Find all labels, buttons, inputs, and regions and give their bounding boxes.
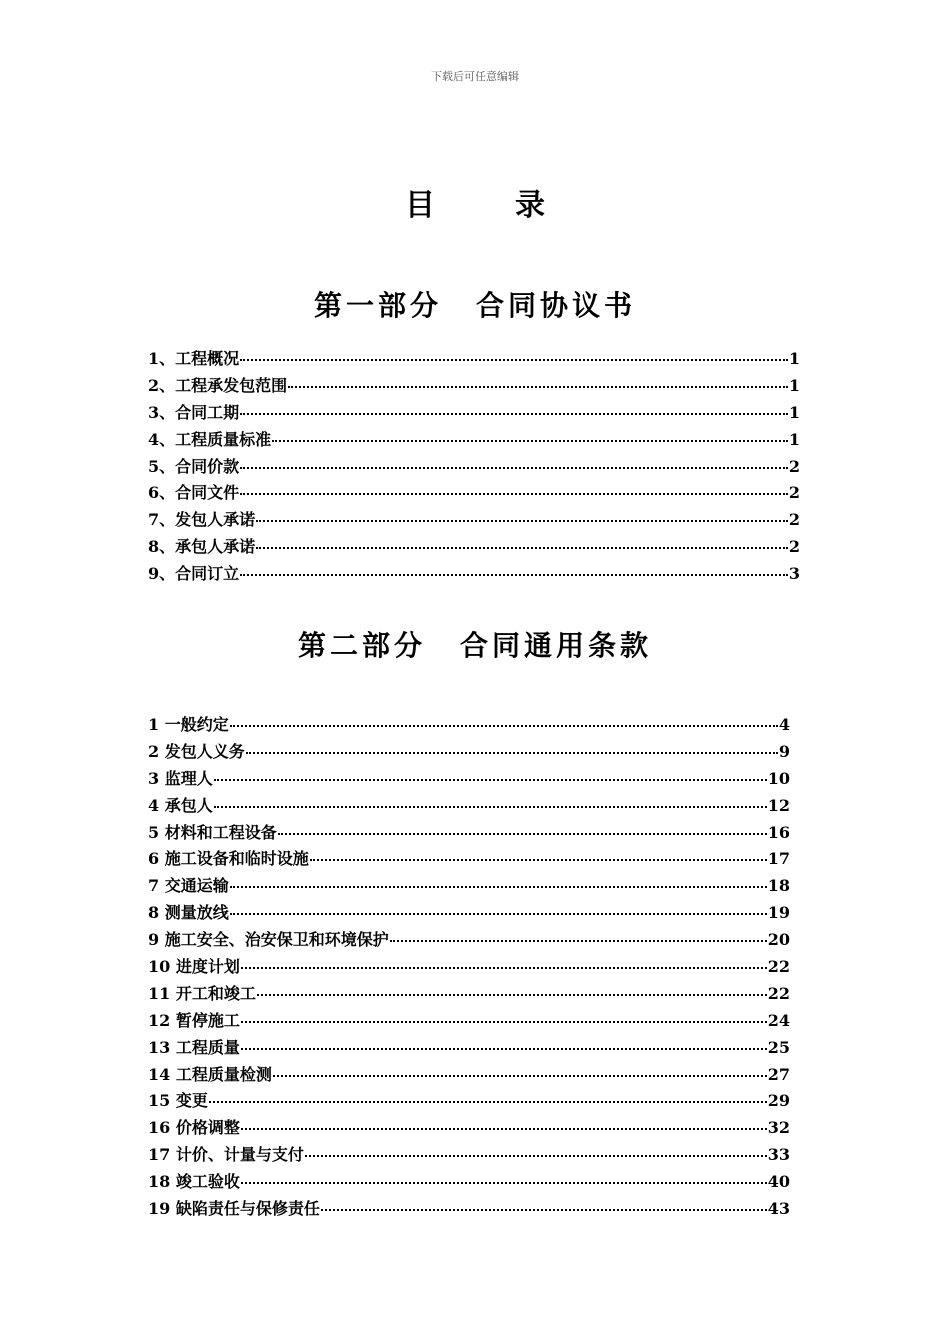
toc-entry-page: 10 <box>767 768 790 788</box>
toc-entry[interactable] <box>148 766 790 793</box>
part2-title-left: 第二部分 <box>297 629 426 662</box>
page-header: 下载后可任意编辑 <box>431 70 519 83</box>
toc-entry[interactable] <box>148 427 800 454</box>
toc-leader-dots <box>214 806 767 808</box>
toc-leader-dots <box>241 1021 767 1023</box>
toc-entry-page: 4 <box>778 715 790 734</box>
toc-entry-label: 16 价格调整 <box>148 1118 240 1138</box>
toc-entry-label: 13 工程质量 <box>148 1037 240 1057</box>
toc-entry-label: 1 一般约定 <box>148 715 229 734</box>
toc-entry[interactable] <box>148 1196 790 1223</box>
toc-entry-label: 17 计价、计量与支付 <box>148 1145 304 1165</box>
toc-entry[interactable] <box>148 954 790 981</box>
toc-entry-label: 7、发包人承诺 <box>148 510 256 530</box>
toc-entry-page: 43 <box>767 1199 790 1219</box>
toc-leader-dots <box>214 779 767 781</box>
toc-entry-label: 4、工程质量标准 <box>148 429 272 449</box>
toc-entry-label: 12 暂停施工 <box>148 1010 240 1030</box>
toc-entry-label: 6、合同文件 <box>148 483 240 503</box>
toc-entry-label: 6 施工设备和临时设施 <box>148 849 309 869</box>
part2-title-right: 合同通用条款 <box>460 629 653 662</box>
part2-toc-list <box>148 712 790 1223</box>
toc-entry[interactable] <box>148 1115 790 1142</box>
toc-entry[interactable] <box>148 846 790 873</box>
toc-entry-page: 1 <box>788 349 800 368</box>
toc-entry-label: 5、合同价款 <box>148 456 240 476</box>
toc-leader-dots <box>241 967 767 969</box>
toc-entry-page: 12 <box>767 795 790 815</box>
toc-entry-page: 40 <box>767 1172 790 1192</box>
toc-entry-page: 19 <box>767 903 790 923</box>
toc-leader-dots <box>240 574 788 576</box>
toc-entry[interactable] <box>148 534 800 561</box>
toc-entry-label: 4 承包人 <box>148 795 213 815</box>
toc-entry[interactable] <box>148 1169 790 1196</box>
toc-entry-label: 3 监理人 <box>148 768 213 788</box>
part1-toc-list <box>148 346 800 588</box>
toc-entry-label: 9、合同订立 <box>148 564 240 584</box>
toc-entry-page: 9 <box>778 741 790 761</box>
toc-leader-dots <box>240 467 788 469</box>
toc-leader-dots <box>209 1101 767 1103</box>
toc-entry-label: 11 开工和竣工 <box>148 983 256 1003</box>
toc-entry[interactable] <box>148 793 790 820</box>
toc-entry-page: 25 <box>767 1037 790 1057</box>
toc-entry[interactable] <box>148 981 790 1008</box>
toc-entry-label: 8 测量放线 <box>148 903 229 923</box>
toc-entry[interactable] <box>148 1008 790 1035</box>
toc-entry-label: 8、承包人承诺 <box>148 537 256 557</box>
toc-entry-label: 5 材料和工程设备 <box>148 822 277 842</box>
toc-entry-label: 14 工程质量检测 <box>148 1064 272 1084</box>
toc-entry-page: 32 <box>767 1118 790 1138</box>
toc-entry-label: 10 进度计划 <box>148 957 240 977</box>
toc-entry-page: 2 <box>788 483 800 503</box>
toc-leader-dots <box>257 994 767 996</box>
toc-entry[interactable] <box>148 1062 790 1089</box>
toc-entry-label: 2 发包人义务 <box>148 741 245 761</box>
toc-entry-page: 2 <box>788 456 800 476</box>
toc-entry-label: 3、合同工期 <box>148 402 240 422</box>
toc-entry-label: 19 缺陷责任与保修责任 <box>148 1199 320 1219</box>
toc-entry[interactable] <box>148 400 800 427</box>
toc-leader-dots <box>240 493 788 495</box>
toc-entry-page: 22 <box>767 957 790 977</box>
toc-entry[interactable] <box>148 346 800 373</box>
toc-leader-dots <box>230 725 778 727</box>
toc-leader-dots <box>241 1048 767 1050</box>
toc-entry[interactable] <box>148 739 790 766</box>
toc-entry[interactable] <box>148 507 800 534</box>
toc-entry[interactable] <box>148 820 790 847</box>
toc-entry-label: 2、工程承发包范围 <box>148 375 288 395</box>
toc-title <box>0 180 950 224</box>
toc-entry[interactable] <box>148 1088 790 1115</box>
toc-leader-dots <box>256 520 788 522</box>
part1-title-left: 第一部分 <box>313 289 442 322</box>
toc-entry-page: 2 <box>788 537 800 557</box>
toc-leader-dots <box>240 413 788 415</box>
toc-entry-page: 16 <box>767 822 790 842</box>
toc-leader-dots <box>310 859 767 861</box>
part2-title <box>0 624 950 664</box>
toc-entry[interactable] <box>148 900 790 927</box>
toc-leader-dots <box>278 833 767 835</box>
toc-entry[interactable] <box>148 1035 790 1062</box>
toc-entry-page: 1 <box>788 402 800 422</box>
toc-leader-dots <box>240 359 788 361</box>
toc-entry-page: 1 <box>788 375 800 395</box>
toc-entry-page: 2 <box>788 510 800 530</box>
part1-title-right: 合同协议书 <box>476 289 637 322</box>
toc-title-left: 目 <box>405 188 435 223</box>
toc-entry-label: 1、工程概况 <box>148 349 240 368</box>
toc-leader-dots <box>321 1209 767 1211</box>
toc-entry[interactable] <box>148 927 790 954</box>
toc-entry[interactable] <box>148 454 800 481</box>
toc-leader-dots <box>272 440 788 442</box>
toc-leader-dots <box>230 886 767 888</box>
toc-leader-dots <box>246 752 778 754</box>
toc-entry-label: 15 变更 <box>148 1091 208 1111</box>
toc-entry[interactable] <box>148 561 800 588</box>
toc-entry[interactable] <box>148 373 800 400</box>
toc-entry-label: 18 竣工验收 <box>148 1172 240 1192</box>
toc-leader-dots <box>256 547 788 549</box>
toc-entry-page: 29 <box>767 1091 790 1111</box>
toc-leader-dots <box>273 1075 767 1077</box>
toc-leader-dots <box>241 1182 767 1184</box>
toc-leader-dots <box>305 1155 767 1157</box>
toc-entry-page: 24 <box>767 1010 790 1030</box>
toc-entry-label: 7 交通运输 <box>148 876 229 896</box>
toc-entry[interactable] <box>148 712 790 739</box>
toc-entry-page: 18 <box>767 876 790 896</box>
toc-leader-dots <box>230 913 767 915</box>
toc-entry-page: 33 <box>767 1145 790 1165</box>
toc-entry-page: 17 <box>767 849 790 869</box>
toc-entry[interactable] <box>148 873 790 900</box>
toc-entry-page: 27 <box>767 1064 790 1084</box>
toc-entry-page: 1 <box>788 429 800 449</box>
toc-entry-label: 9 施工安全、治安保卫和环境保护 <box>148 930 389 950</box>
toc-entry-page: 3 <box>788 564 800 584</box>
toc-leader-dots <box>390 940 767 942</box>
toc-entry[interactable] <box>148 480 800 507</box>
toc-title-right: 录 <box>515 188 545 223</box>
toc-entry-page: 20 <box>767 930 790 950</box>
part1-title <box>0 284 950 324</box>
toc-entry-page: 22 <box>767 983 790 1003</box>
toc-leader-dots <box>288 386 788 388</box>
toc-leader-dots <box>241 1128 767 1130</box>
toc-entry[interactable] <box>148 1142 790 1169</box>
